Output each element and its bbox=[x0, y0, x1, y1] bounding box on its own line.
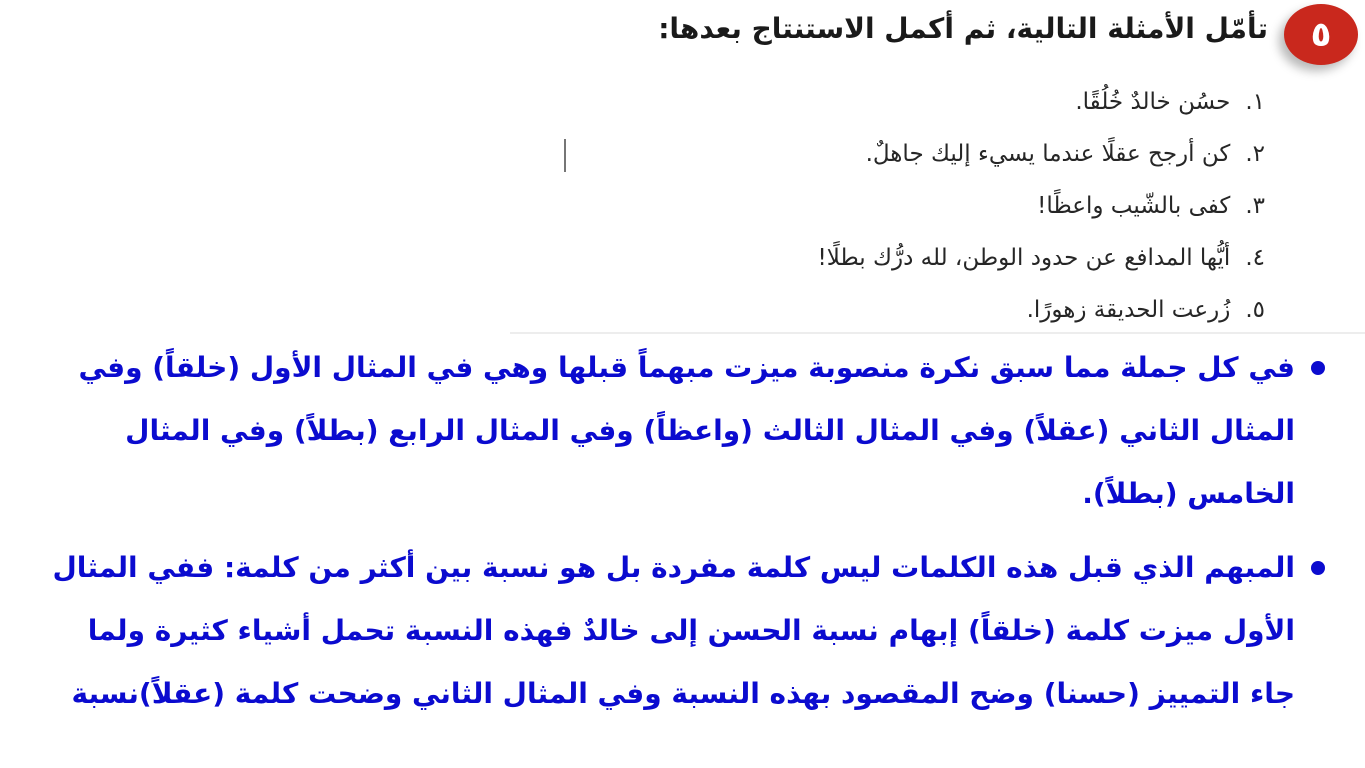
example-item-4 bbox=[817, 232, 1265, 284]
example-number: ١. bbox=[1245, 89, 1265, 115]
text-cursor-mark bbox=[564, 139, 566, 172]
example-item-1 bbox=[817, 76, 1265, 128]
bullet-dot-icon bbox=[1311, 561, 1325, 575]
examples-list bbox=[817, 76, 1265, 336]
example-number: ٥. bbox=[1245, 297, 1265, 323]
example-text: زُرعت الحديقة زهورًا. bbox=[1026, 297, 1231, 323]
example-number: ٣. bbox=[1245, 193, 1265, 219]
conclusion-text-2: المبهم الذي قبل هذه الكلمات ليس كلمة مفردة بل هو نسبة بين أكثر من كلمة: ففي المثال الأول ميزت كلمة (خلقاً) إبهام نسبة الحسن إلى خالدٌ فهذه النسبة تحمل أشياء كثيرة ولما جاء التمييز (حسنا) وضح المقصود بهذه النسبة وفي المثال الثاني وضحت كلمة (عقلاً)نسبة bbox=[52, 551, 1295, 710]
example-text: أيُّها المدافع عن حدود الوطن، لله درُّك بطلًا! bbox=[817, 245, 1231, 271]
question-title: تأمّل الأمثلة التالية، ثم أكمل الاستنتاج بعدها: bbox=[658, 12, 1268, 45]
example-item-2 bbox=[817, 128, 1265, 180]
section-divider bbox=[510, 332, 1365, 334]
example-number: ٤. bbox=[1245, 245, 1265, 271]
bullet-dot-icon bbox=[1311, 361, 1325, 375]
conclusion-bullet-2 bbox=[50, 536, 1325, 725]
example-text: كن أرجح عقلًا عندما يسيء إليك جاهلٌ. bbox=[865, 141, 1231, 167]
example-item-3 bbox=[817, 180, 1265, 232]
conclusion-bullet-1 bbox=[50, 336, 1325, 525]
example-number: ٢. bbox=[1245, 141, 1265, 167]
example-text: كفى بالشّيب واعظًا! bbox=[1037, 193, 1231, 219]
example-item-5 bbox=[817, 284, 1265, 336]
conclusion-text-1: في كل جملة مما سبق نكرة منصوبة ميزت مبهماً قبلها وهي في المثال الأول (خلقاً) وفي المثال الثاني (عقلاً) وفي المثال الثالث (واعظاً) وفي المثال الرابع (بطلاً) وفي المثال الخامس (بطلاً). bbox=[78, 351, 1295, 510]
example-text: حسُن خالدٌ خُلُقًا. bbox=[1075, 89, 1231, 115]
question-number-badge: ٥ bbox=[1284, 4, 1358, 65]
